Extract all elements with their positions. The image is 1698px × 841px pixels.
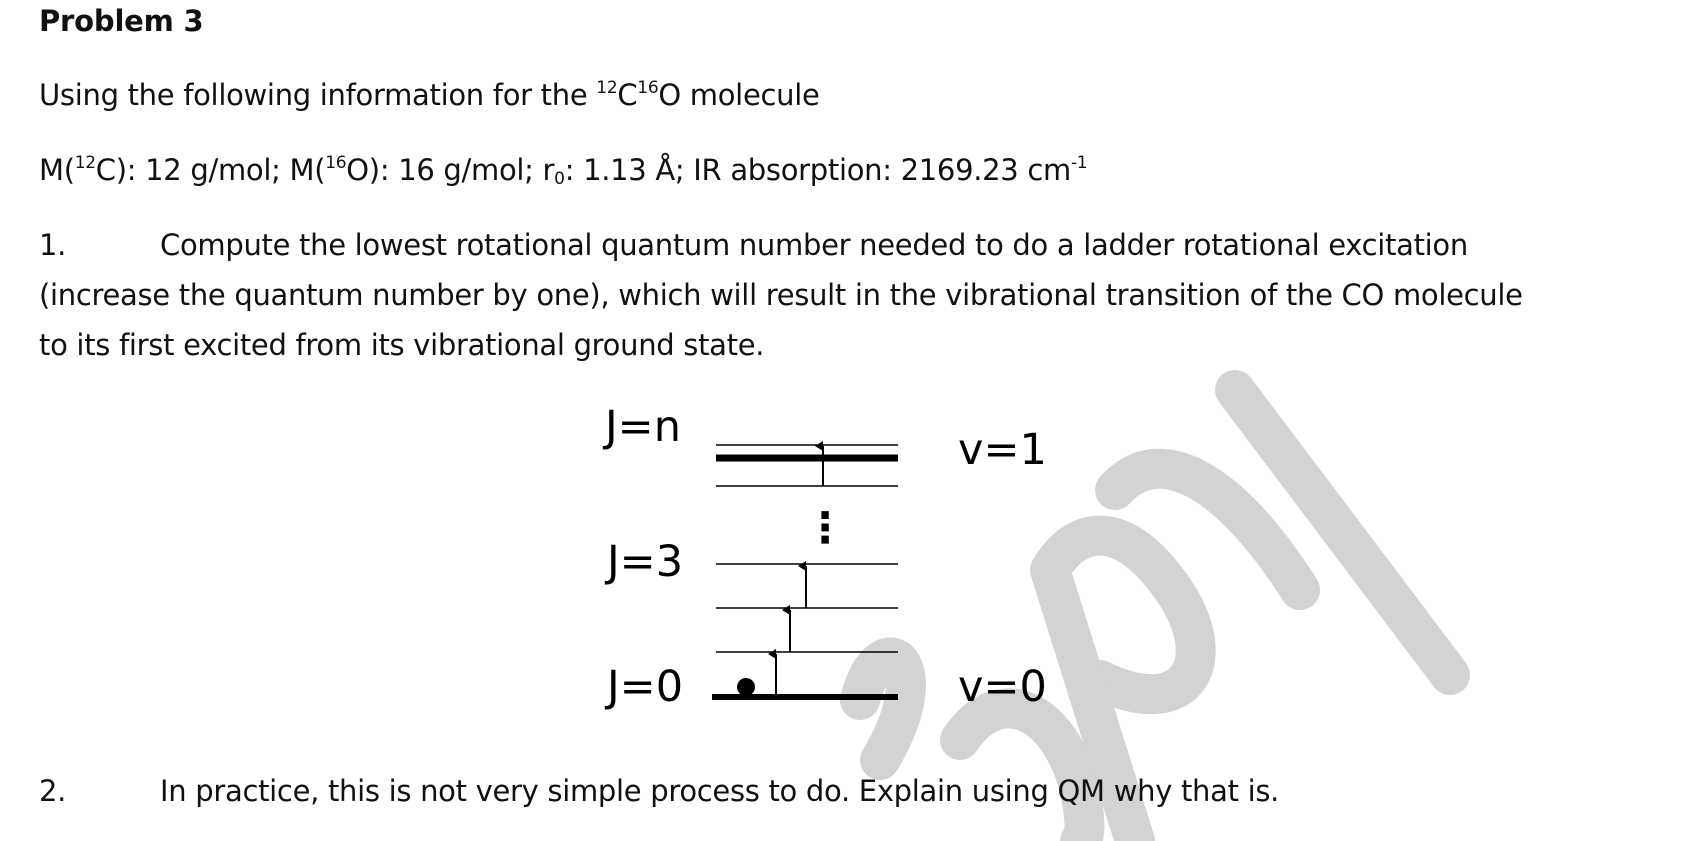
label-v-0: v=0	[958, 662, 1047, 712]
label-v-1: v=1	[958, 425, 1047, 475]
question-2-number: 2.	[39, 774, 67, 808]
question-2-text: In practice, this is not very simple process to do. Explain using QM why that is.	[160, 774, 1280, 808]
info-prefix: Using the following information for the	[39, 78, 597, 112]
given-cm-exponent: -1	[1070, 153, 1088, 173]
label-j-0: J=0	[607, 662, 684, 712]
energy-level-diagram	[590, 400, 1090, 730]
question-1-text-1: Compute the lowest rotational quantum number needed to do a ladder rotational excitation	[160, 228, 1468, 262]
info-suffix: O molecule	[658, 78, 820, 112]
question-1-text-2: (increase the quantum number by one), which will result in the vibrational transition of the CO molecule	[39, 278, 1523, 312]
label-j-n: J=n	[605, 402, 681, 452]
problem-title: Problem 3	[39, 4, 204, 38]
label-j-3: J=3	[607, 537, 684, 587]
given-r-subscript: 0	[554, 169, 565, 189]
given-mc-prefix: M(	[39, 153, 75, 187]
continuation-dots: ⋮	[804, 503, 846, 552]
oxygen-isotope: 16	[637, 78, 659, 98]
given-r-rest: : 1.13 Å; IR absorption: 2169.23 cm	[564, 153, 1071, 187]
carbon-symbol: C	[617, 78, 638, 112]
given-mc-isotope: 12	[74, 153, 96, 173]
given-mo-rest: O): 16 g/mol; r	[346, 153, 555, 187]
given-mo-isotope: 16	[325, 153, 347, 173]
question-1-number: 1.	[39, 228, 67, 262]
info-line	[39, 78, 820, 112]
molecule-dot	[737, 678, 755, 696]
carbon-isotope: 12	[596, 78, 618, 98]
question-1-text-3: to its first excited from its vibrational ground state.	[39, 328, 765, 362]
given-mc-rest: C): 12 g/mol; M(	[95, 153, 326, 187]
given-data-line	[39, 153, 1087, 187]
